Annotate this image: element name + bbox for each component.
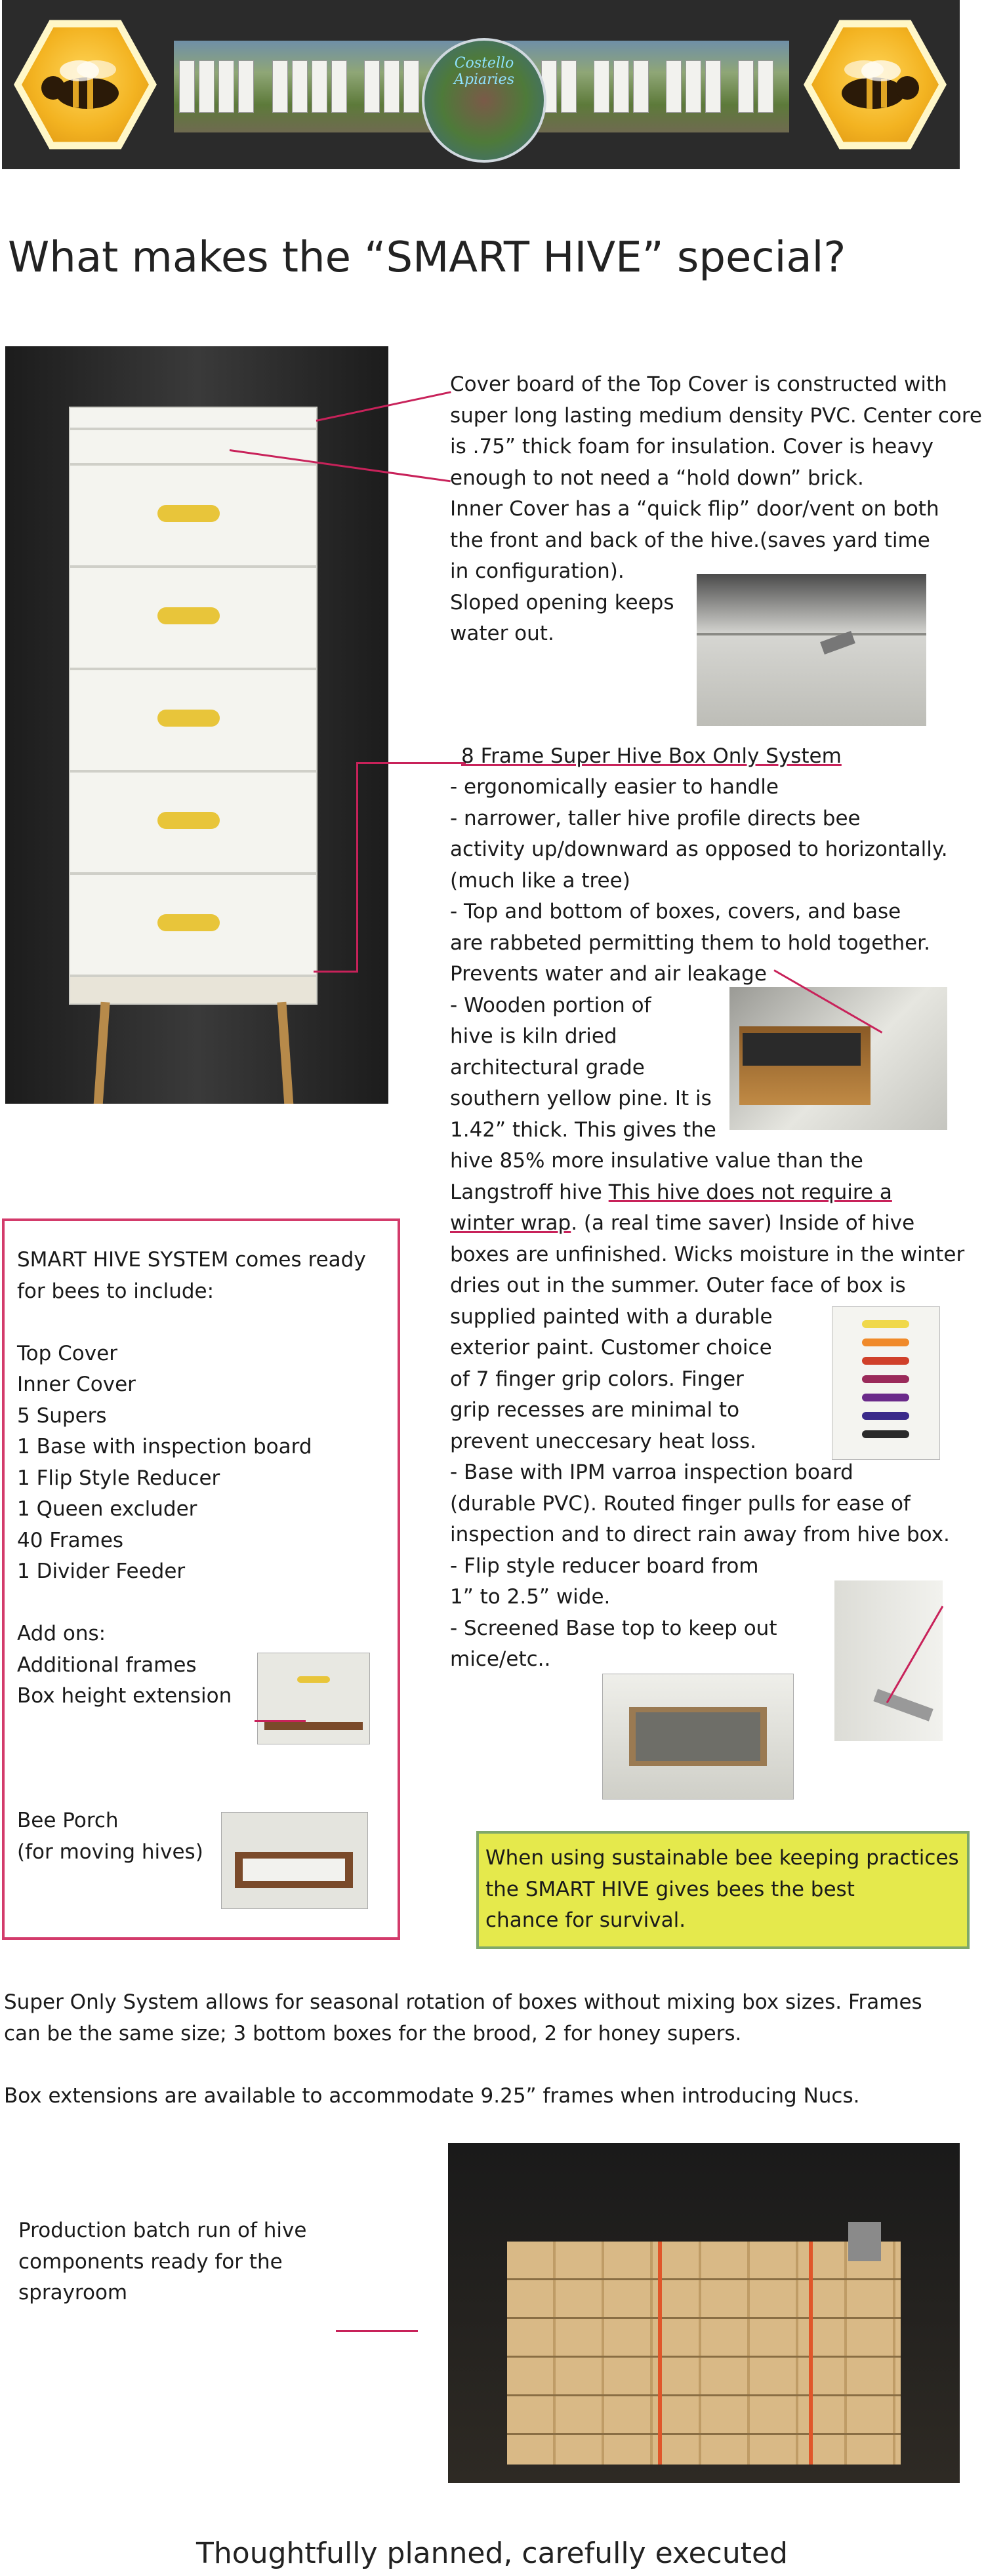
bee-icon — [14, 14, 157, 155]
text-line: prevent uneccesary heat loss. — [450, 1429, 756, 1453]
inspection-board-photo — [834, 1580, 943, 1741]
top-cover — [69, 407, 318, 429]
smart-hive-photo — [5, 346, 388, 1104]
list-item: 40 Frames — [17, 1528, 124, 1552]
rotation-description — [4, 1987, 922, 2049]
inner-cover — [69, 429, 318, 464]
text-line: Production batch run of hive — [18, 2219, 307, 2242]
text-line: When using sustainable bee keeping practices — [485, 1846, 959, 1870]
text-line: sprayroom — [18, 2281, 128, 2304]
text-line: SMART HIVE SYSTEM comes ready — [17, 1248, 366, 1272]
pointer-line — [336, 2330, 418, 2332]
text-line: - Flip style reducer board from — [450, 1554, 759, 1578]
text-line: components ready for the — [18, 2249, 283, 2274]
text-line: Super Only System allows for seasonal rotation of boxes without mixing box sizes. Frames — [4, 1990, 922, 2014]
text-line: 1.42” thick. This gives the — [450, 1117, 716, 1142]
text-fragment-underlined: This hive does not require a — [608, 1180, 892, 1204]
text-line: (for moving hives) — [17, 1840, 203, 1864]
finger-grip-colors-photo — [832, 1306, 940, 1460]
screened-base-photo — [602, 1674, 794, 1800]
pointer-line — [255, 1720, 306, 1722]
list-item: 1 Queen excluder — [17, 1497, 197, 1521]
text-line: enough to not need a “hold down” brick. — [450, 466, 864, 490]
text-line: in configuration). — [450, 559, 625, 583]
text-line: water out. — [450, 622, 554, 645]
list-item: 5 Supers — [17, 1403, 107, 1428]
production-caption — [18, 2215, 306, 2309]
text-line: grip recesses are minimal to — [450, 1398, 740, 1422]
text-line: chance for survival. — [485, 1908, 686, 1932]
list-item: 1 Base with inspection board — [17, 1435, 312, 1459]
text-line: - Top and bottom of boxes, covers, and base — [450, 900, 901, 923]
text-line: - narrower, taller hive profile directs bee — [450, 806, 861, 830]
brand-medallion — [422, 38, 546, 163]
list-item: 1 Divider Feeder — [17, 1560, 186, 1583]
extensions-note: Box extensions are available to accommodate 9.25” frames when introducing Nucs. — [4, 2084, 860, 2108]
text-line: super long lasting medium density PVC. Center core — [450, 403, 982, 428]
text-line: for bees to include: — [17, 1279, 215, 1303]
text-line: the SMART HIVE gives bees the best — [485, 1877, 855, 1901]
list-item: Additional frames — [17, 1653, 197, 1677]
vent-photo — [697, 574, 926, 726]
text-line: boxes are unfinished. Wicks moisture in the winter — [450, 1242, 965, 1266]
bee-porch-label — [17, 1805, 203, 1868]
text-line: inspection and to direct rain away from hive box. — [450, 1523, 950, 1546]
bee-icon — [804, 14, 947, 155]
extension-photo — [257, 1653, 370, 1744]
addons-title: Add ons: — [17, 1622, 106, 1645]
page-title: What makes the “SMART HIVE” special? — [8, 233, 846, 282]
text-fragment-underlined: winter wrap — [450, 1211, 571, 1235]
text-line: mice/etc.. — [450, 1647, 551, 1671]
text-line: 1” to 2.5” wide. — [450, 1585, 611, 1609]
list-item: 1 Flip Style Reducer — [17, 1466, 220, 1490]
text-line: activity up/downward as opposed to horizontally. — [450, 837, 948, 861]
text-line: supplied painted with a durable — [450, 1304, 773, 1329]
list-item: Box height extension — [17, 1684, 232, 1708]
text-fragment: Langstroff hive — [450, 1180, 609, 1204]
text-line: exterior paint. Customer choice — [450, 1336, 772, 1359]
bracket-line — [356, 762, 358, 972]
text-line — [450, 1177, 964, 1209]
brand-name: Costello Apiaries — [454, 55, 514, 88]
text-line: (durable PVC). Routed finger pulls for ease of — [450, 1491, 911, 1516]
text-line: Cover board of the Top Cover is constructed with — [450, 372, 947, 396]
header-banner — [2, 0, 960, 169]
text-line: - ergonomically easier to handle — [450, 775, 779, 799]
text-line: southern yellow pine. It is — [450, 1087, 712, 1110]
text-line: architectural grade — [450, 1055, 645, 1079]
super-system-description — [450, 772, 964, 1676]
production-photo — [448, 2143, 960, 2483]
bee-porch-photo — [221, 1812, 368, 1909]
text-line: is .75” thick foam for insulation. Cover is heavy — [450, 435, 933, 458]
text-line: hive 85% more insulative value than the — [450, 1149, 863, 1173]
text-line: are rabbeted permitting them to hold together. — [450, 931, 930, 955]
text-line: (much like a tree) — [450, 868, 630, 893]
text-line: the front and back of the hive.(saves yard time — [450, 528, 930, 552]
text-line: hive is kiln dried — [450, 1024, 617, 1048]
list-item: Top Cover — [17, 1341, 117, 1365]
text-line: Prevents water and air leakage — [450, 962, 767, 986]
text-line: - Base with IPM varroa inspection board — [450, 1460, 853, 1484]
footer-tagline: Thoughtfully planned, carefully executed — [196, 2537, 788, 2570]
text-line: Bee Porch — [17, 1809, 119, 1832]
text-line: Inner Cover has a “quick flip” door/vent on both — [450, 497, 939, 521]
text-line: can be the same size; 3 bottom boxes for the brood, 2 for honey supers. — [4, 2021, 742, 2045]
text-fragment: . (a real time saver) Inside of hive — [571, 1211, 915, 1235]
list-item: Inner Cover — [17, 1373, 136, 1396]
bee-logo-right — [804, 14, 947, 155]
callout-text — [485, 1843, 959, 1937]
bee-logo-left — [14, 14, 157, 155]
super-system-title: 8 Frame Super Hive Box Only System — [461, 744, 842, 768]
text-line: - Wooden portion of — [450, 993, 651, 1017]
text-line: dries out in the summer. Outer face of box is — [450, 1274, 906, 1297]
system-contents — [17, 1245, 366, 1712]
pointer-line — [358, 762, 466, 764]
text-line: - Screened Base top to keep out — [450, 1616, 777, 1640]
bracket-bottom — [314, 971, 358, 973]
text-line: Sloped opening keeps — [450, 590, 674, 614]
text-line: of 7 finger grip colors. Finger — [450, 1367, 744, 1391]
text-line — [450, 1208, 964, 1239]
